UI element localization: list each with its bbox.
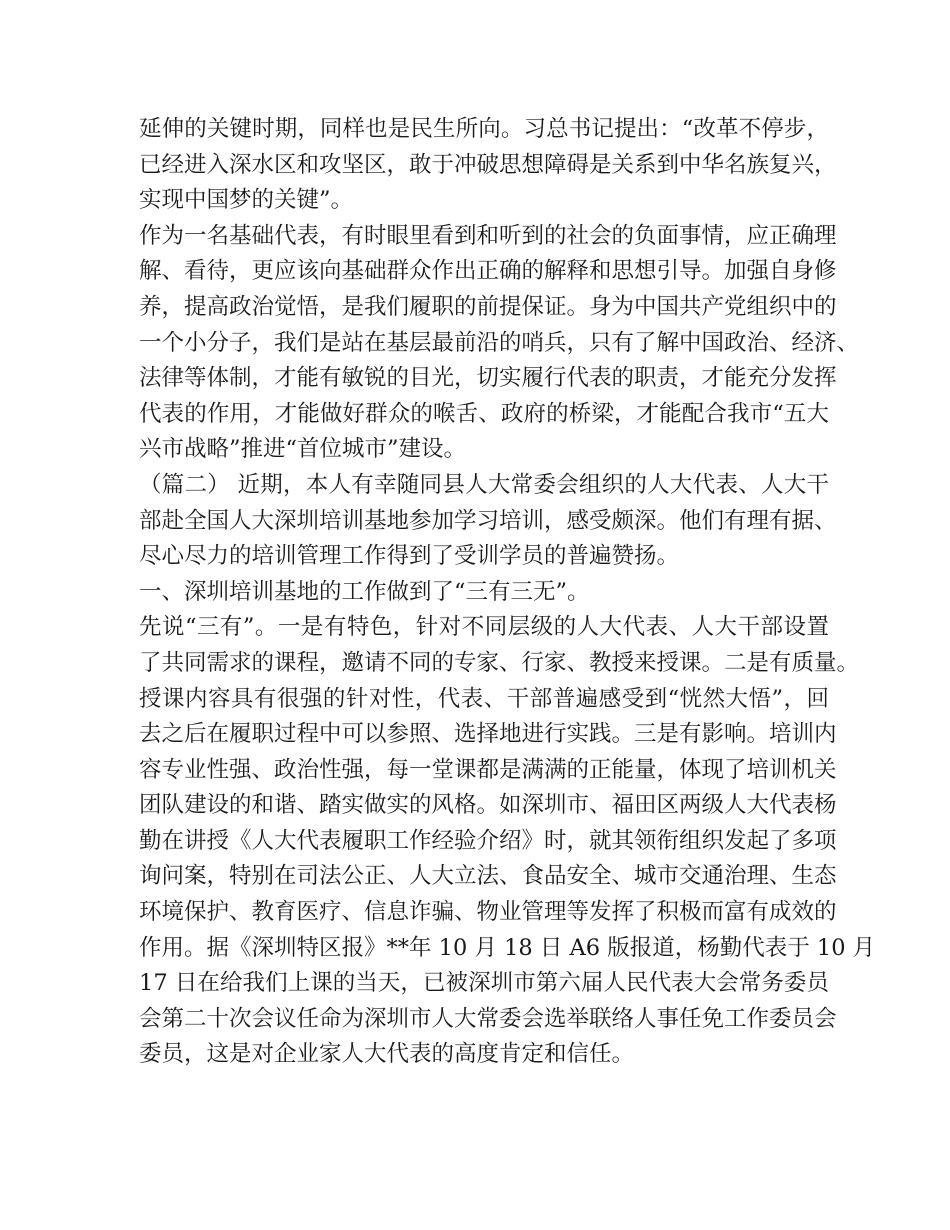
text-line: 作用。据《深圳特区报》**年 10 月 18 日 A6 版报道，杨勤代表于 10 月 [139, 934, 876, 961]
text-line: 委员，这是对企业家人大代表的高度肯定和信任。 [139, 1041, 635, 1068]
text-line: 了共同需求的课程，邀请不同的专家、行家、教授来授课。二是有质量。 [139, 649, 860, 676]
text-line: 会第二十次会议任命为深圳市人大常委会选举联络人事任免工作委员会 [139, 1005, 837, 1032]
text-line: 勤在讲授《人大代表履职工作经验介绍》时，就其领衔组织发起了多项 [139, 827, 837, 854]
text-line: 询问案，特别在司法公正、人大立法、食品安全、城市交通治理、生态 [139, 863, 837, 890]
text-line: 作为一名基础代表，有时眼里看到和听到的社会的负面事情，应正确理 [139, 222, 837, 249]
text-line: 团队建设的和谐、踏实做实的风格。如深圳市、福田区两级人大代表杨 [139, 792, 837, 819]
text-line: 一、深圳培训基地的工作做到了“三有三无”。 [139, 578, 590, 605]
text-line: 法律等体制，才能有敏锐的目光，切实履行代表的职责，才能充分发挥 [139, 365, 837, 392]
text-line: 尽心尽力的培训管理工作得到了受训学员的普遍赞扬。 [139, 543, 680, 570]
text-line: （篇二） 近期，本人有幸随同县人大常委会组织的人大代表、人大干 [139, 471, 829, 498]
text-line: 兴市战略”推进“首位城市”建设。 [139, 436, 467, 463]
body-text [139, 112, 876, 1073]
text-line: 延伸的关键时期，同样也是民生所向。习总书记提出：“改革不停步， [139, 116, 829, 142]
text-line: 一个小分子，我们是站在基层最前沿的哨兵，只有了解中国政治、经济、 [139, 329, 860, 356]
text-line: 实现中国梦的关键”。 [139, 187, 354, 214]
text-line: 先说“三有”。一是有特色，针对不同层级的人大代表、人大干部设置 [139, 614, 829, 641]
text-line: 养，提高政治觉悟，是我们履职的前提保证。身为中国共产党组织中的 [139, 293, 837, 320]
text-line: 17 日在给我们上课的当天，已被深圳市第六届人民代表大会常务委员 [139, 970, 829, 997]
text-line: 代表的作用，才能做好群众的喉舌、政府的桥梁，才能配合我市“五大 [139, 400, 829, 427]
text-line: 部赴全国人大深圳培训基地参加学习培训，感受颇深。他们有理有据、 [139, 507, 837, 534]
text-line: 已经进入深水区和攻坚区，敢于冲破思想障碍是关系到中华名族复兴， [139, 151, 837, 178]
text-line: 授课内容具有很强的针对性，代表、干部普遍感受到“恍然大悟”，回 [139, 685, 829, 712]
text-line: 环境保护、教育医疗、信息诈骗、物业管理等发挥了积极而富有成效的 [139, 899, 837, 926]
text-line: 解、看待，更应该向基础群众作出正确的解释和思想引导。加强自身修 [139, 258, 837, 285]
text-line: 容专业性强、政治性强，每一堂课都是满满的正能量，体现了培训机关 [139, 756, 837, 783]
text-line: 去之后在履职过程中可以参照、选择地进行实践。三是有影响。培训内 [139, 721, 837, 748]
